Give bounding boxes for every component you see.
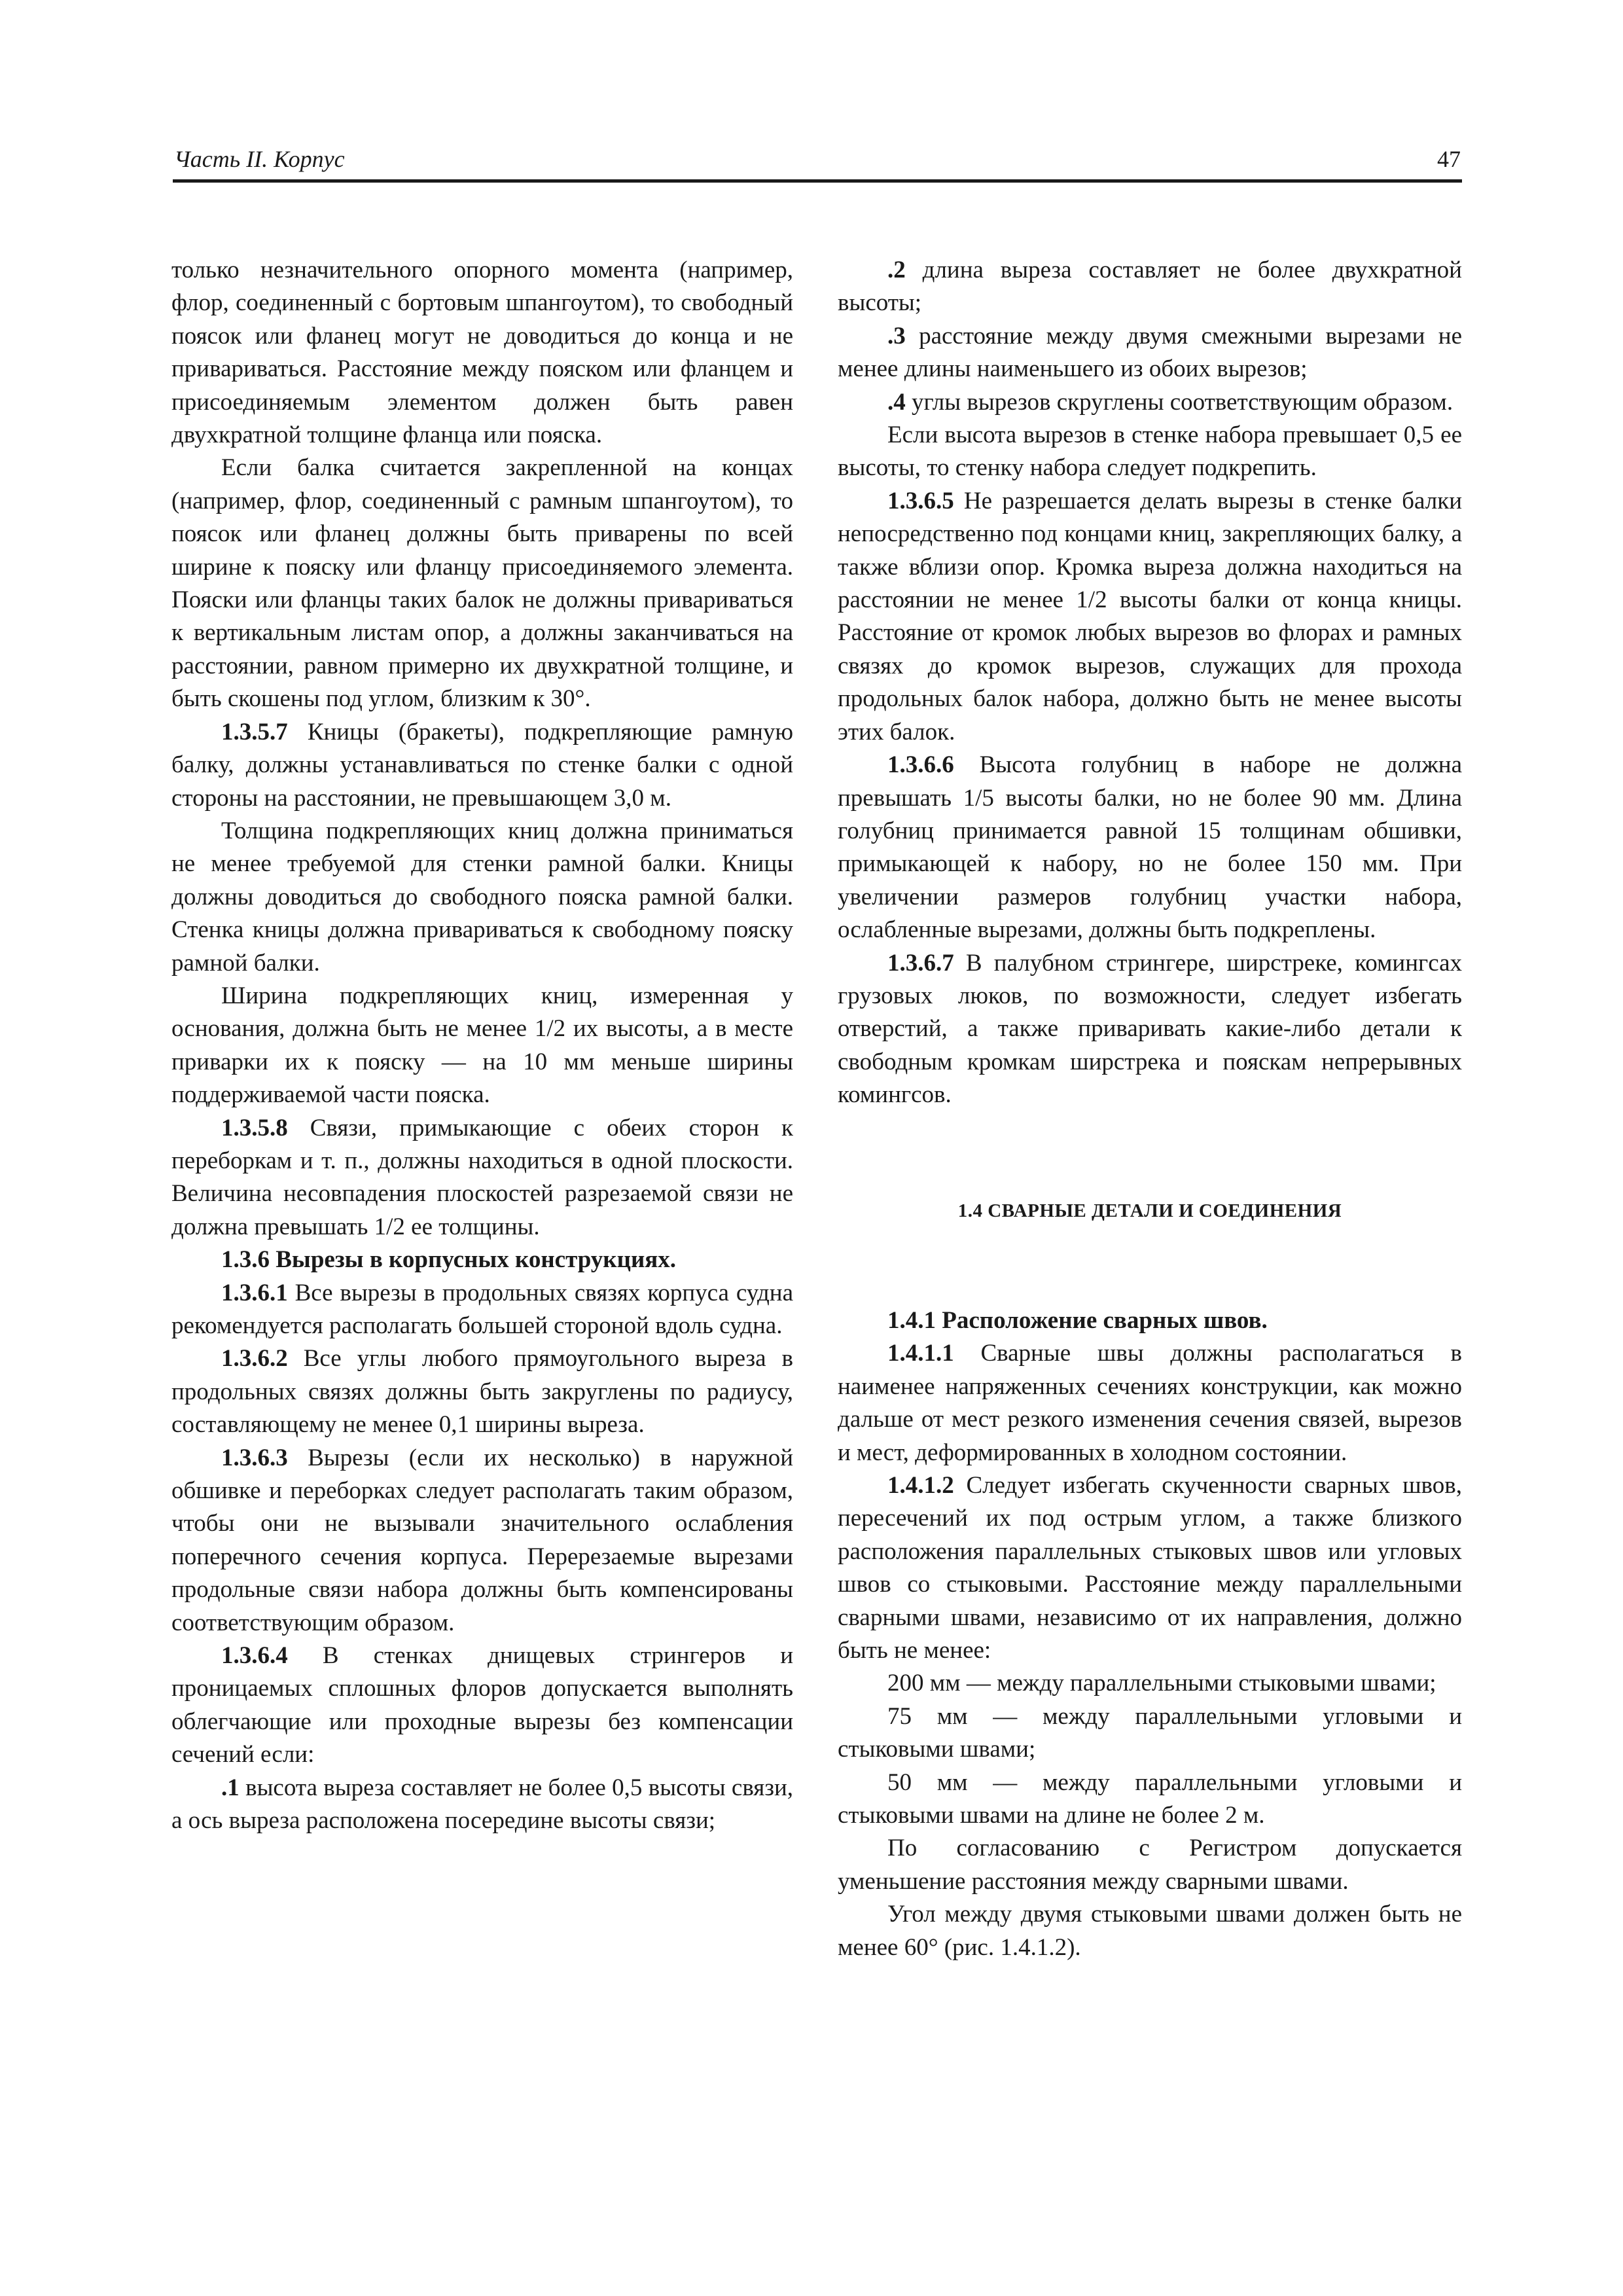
- clause-1-3-6-1: 1.3.6.1 Все вырезы в продольных связях корпуса судна рекомендуется располагать большей стороной вдоль судна.: [171, 1279, 793, 1339]
- subsection-heading-1-4-1: 1.4.1 Расположение сварных швов.: [887, 1306, 1268, 1334]
- clause-1-3-6-6: 1.3.6.6 Высота голубниц в наборе не должна превышать 1/5 высоты балки, но не более 90 мм. Длина голубниц принимается равной 15 толщинам обшивки, примыкающей к набору, но не более 150 мм. При увеличении размеров голубниц участки набора, ослабленные вырезами, должны быть подкреплены.: [838, 751, 1462, 944]
- paragraph: Если балка считается закрепленной на концах (например, флор, соединенный с рамным шпангоутом), то поясок или фланец должны быть приварены по всей ширине к пояску или фланцу присоединяемого элемента. Пояски или фланцы таких балок не должны привариваться к вертикальным листам опор, а должны заканчиваться на расстоянии, равном примерно их двухкратной толщине, и быть скошены под углом, близким к 30°.: [171, 454, 793, 713]
- distance-item: 200 мм — между параллельными стыковыми швами;: [887, 1670, 1436, 1697]
- distance-item: 75 мм — между параллельными угловыми и стыковыми швами;: [838, 1702, 1462, 1763]
- paragraph: только незначительного опорного момента (например, флор, соединенный с бортовым шпангоутом), то свободный поясок или фланец могут не доводиться до конца и не привариваться. Расстояние между пояском или фланцем и присоединяемым элементом должен быть равен двухкратной толщине фланца или пояска.: [171, 257, 793, 449]
- right-column: [838, 254, 1462, 1964]
- list-item-3: .3 расстояние между двумя смежными вырезами не менее длины наименьшего из обоих вырезов;: [838, 322, 1462, 383]
- list-item-4: .4 углы вырезов скруглены соответствующим образом.: [887, 388, 1454, 416]
- clause-1-3-6-7: 1.3.6.7 В палубном стрингере, ширстреке, комингсах грузовых люков, по возможности, следует избегать отверстий, а также приваривать какие-либо детали к свободным кромкам ширстрека и пояскам непрерывных комингсов.: [838, 949, 1462, 1109]
- subsection-heading-1-3-6: 1.3.6 Вырезы в корпусных конструкциях.: [221, 1246, 677, 1274]
- paragraph: Ширина подкрепляющих книц, измеренная у основания, должна быть не менее 1/2 их высоты, а в месте приварки их к пояску — на 10 мм меньше ширины поддерживаемой части пояска.: [171, 982, 793, 1109]
- clause-1-3-5-7: 1.3.5.7 Кницы (бракеты), подкрепляющие рамную балку, должны устанавливаться по стенке балки с одной стороны на расстоянии, не превышающем 3,0 м.: [171, 718, 793, 812]
- list-item-1: .1 высота выреза составляет не более 0,5 высоты связи, а ось выреза расположена посередине высоты связи;: [171, 1774, 793, 1835]
- list-item-2: .2 длина выреза составляет не более двухкратной высоты;: [838, 257, 1462, 317]
- page-header: [173, 143, 1462, 183]
- running-title: Часть II. Корпус: [174, 146, 345, 172]
- clause-1-3-6-4: 1.3.6.4 В стенках днищевых стрингеров и проницаемых сплошных флоров допускается выполнять облегчающие или проходные вырезы без компенсации сечений если:: [171, 1642, 793, 1768]
- page-number: 47: [1437, 146, 1461, 172]
- left-column: [171, 254, 793, 1838]
- paragraph: Угол между двумя стыковыми швами должен быть не менее 60° (рис. 1.4.1.2).: [838, 1901, 1462, 1961]
- clause-1-3-6-5: 1.3.6.5 Не разрешается делать вырезы в стенке балки непосредственно под концами книц, закрепляющих балку, а также вблизи опор. Кромка выреза должна находиться на расстоянии не менее 1/2 высоты балки от конца кницы. Расстояние от кромок любых вырезов во флорах и рамных связях до кромок вырезов, служащих для прохода продольных балок набора, должно быть не менее высоты этих балок.: [838, 487, 1462, 745]
- clause-1-4-1-1: 1.4.1.1 Сварные швы должны располагаться в наименее напряженных сечениях конструкции, как можно дальше от мест резкого изменения сечения связей, вырезов и мест, деформированных в холодном состоянии.: [838, 1340, 1462, 1466]
- paragraph: Если высота вырезов в стенке набора превышает 0,5 ее высоты, то стенку набора следует подкрепить.: [838, 422, 1462, 482]
- section-heading-1-4: 1.4 СВАРНЫЕ ДЕТАЛИ И СОЕДИНЕНИЯ: [957, 1200, 1342, 1221]
- clause-1-4-1-2: 1.4.1.2 Следует избегать скученности сварных швов, пересечений их под острым углом, а также близкого расположения параллельных стыковых швов или угловых швов со стыковыми. Расстояние между параллельными сварными швами, независимо от их направления, должно быть не менее:: [838, 1472, 1462, 1664]
- paragraph: По согласованию с Регистром допускается уменьшение расстояния между сварными швами.: [838, 1835, 1462, 1895]
- clause-1-3-6-2: 1.3.6.2 Все углы любого прямоугольного выреза в продольных связях должны быть закруглены по радиусу, составляющему не менее 0,1 ширины выреза.: [171, 1345, 793, 1439]
- paragraph: Толщина подкрепляющих книц должна приниматься не менее требуемой для стенки рамной балки. Кницы должны доводиться до свободного пояска рамной балки. Стенка кницы должна привариваться к свободному пояску рамной балки.: [171, 817, 793, 977]
- distance-item: 50 мм — между параллельными угловыми и стыковыми швами на длине не более 2 м.: [838, 1768, 1462, 1829]
- clause-1-3-5-8: 1.3.5.8 Связи, примыкающие с обеих сторон к переборкам и т. п., должны находиться в одной плоскости. Величина несовпадения плоскостей разрезаемой связи не должна превышать 1/2 ее толщины.: [171, 1114, 793, 1240]
- clause-1-3-6-3: 1.3.6.3 Вырезы (если их несколько) в наружной обшивке и переборках следует располагать таким образом, чтобы они не вызывали значительного ослабления поперечного сечения корпуса. Перерезаемые вырезами продольные связи набора должны быть компенсированы соответствующим образом.: [171, 1444, 793, 1636]
